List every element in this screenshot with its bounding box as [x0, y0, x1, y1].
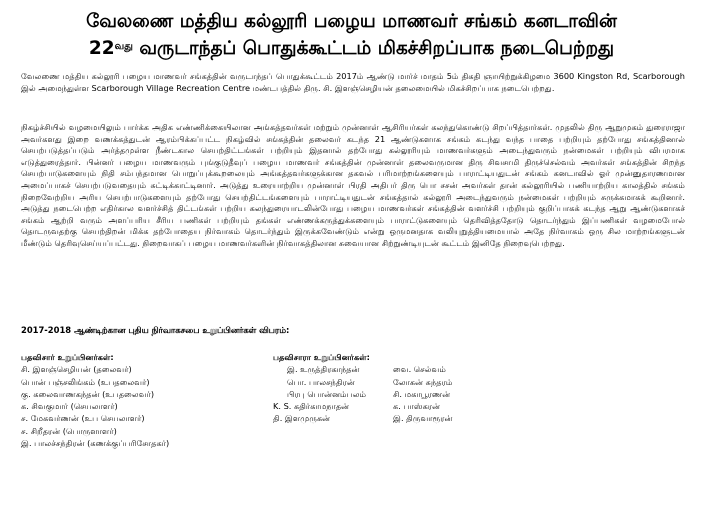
headline-line-1: வேலணை மத்திய கல்லூரி பழைய மாணவர் சங்கம் கனடாவின்	[86, 11, 617, 32]
non-office-column-1	[273, 351, 370, 425]
office-bearer-item: சி. இளஞ்செழியன் (தலைவர்)	[21, 364, 132, 375]
non-office-member: பிரபு பொன்னம்பலம்	[287, 388, 367, 399]
non-office-member: வை. செல்வம்	[393, 364, 446, 375]
non-office-member: இ. திருவாரூரன்	[393, 413, 453, 424]
ordinal-number: 22	[88, 38, 115, 59]
non-office-member: சி. மகாபூரணன்	[393, 388, 451, 399]
non-office-member: பொ. பாலசந்திரன்	[287, 376, 355, 387]
non-office-member: இ. உருத்திரகாந்தன்	[287, 364, 360, 375]
committee-heading: 2017-2018 ஆண்டிற்கான புதிய நிர்வாகசபை உறுப்பினர்கள் விபரம்:	[21, 325, 290, 335]
spacer-row	[393, 351, 452, 363]
intro-paragraph: வேலணை மத்திய கல்லூரி பழைய மாணவர் சங்கத்தின் வருடாந்தப் பொதுக்கூட்டம் 2017ம் ஆண்டு மார்ச் மாதம் 5ம் திகதி ஞாயிற்றுக்கிழமை 3600 Kingston Rd, Scarborough இல் அமைந்துள்ள Scarborough Village Recreation Centre மண்டபத்தில் திரு. சி. இளஞ்செழியன் தலைமையில் மிகச்சிறப்பாக நடைபெற்றது.	[21, 71, 685, 93]
body-paragraph: நிகழ்ச்சியில் வழமையிலும் பார்க்க அதிக எண்ணிக்கையிலான அங்கத்தவர்கள் மற்றும் முன்னாள் ஆசிரியர்கள் கலந்துகொண்டு சிறப்பித்தார்கள். முதலில் திரு ஆறுமுகம் துரைராஜா அவர்களது இறை வணக்கத்துடன் ஆரம்பிக்கப்பட்ட நிகழ்வில் சங்கத்தின் தலைவர் கடந்த 21 ஆண்டுகளாக சங்கம் கடந்து வந்த பாதை பற்றியும் தற்போது சங்கத்தினால் செயற்படுத்தப்படும் அர்த்தமுள்ள நீண்டகால செயற்திட்டங்கள் பற்றியும் இதனால் தற்போது கல்லூரியும் மாணவர்களும் அடைந்துவரும் நன்மைகள் பற்றியும் விபரமாக எடுத்துரைத்தார். பின்னர் பழைய மாணவரும் புங்குடுதீவுப் பழைய மாணவர் சங்கத்தின் முன்னாள் தலைவருமான திரு சிவசாமி திருச்செல்வம் அவர்கள் சங்கத்தின் சிறந்த செயற்பாடுகளையும் நிதி சம்பந்தமான பொறுப்புக்கூறலையும் அங்கத்தவர்களுக்கான தகவல் பரிமாற்றங்களையும் பாராட்டியதுடன் சங்கம் கனடாவில் ஓர் முன்னுதாரணமான அமைப்பாகச் செயற்படுவதையும் சுட்டிக்காட்டினார். அடுத்து உரையாற்றிய முன்னாள் பிரதி அதிபர் திரு பொ சசன் அவர்கள் தான் கல்லூரியில் பணியாற்றிய காலத்தில் சங்கம் நிறைவேற்றிய அரிய செயற்பாடுகளையும் தற்போது செயற்திட்டங்களையும் பாராட்டியதுடன் சங்கத்தால் கல்லூரி அடைந்துவரும் நன்மைகள் பற்றியும் சுருக்கமாகக் கூறினார். அடுத்து நடைபெற்ற எதிர்கால வளர்ச்சித் திட்டங்கள் பற்றிய கலந்துரையாடலின்போது பழைய மாணவர்கள் சங்கத்தின் வளர்ச்சி பற்றியும் குறிப்பாகக் கடந்த ஆறு ஆண்டுகளாகச் சங்கம் ஆற்றி வரும் அளப்பரிய சீரிய பணிகள் பற்றியும் தங்கள் எண்ணக்கருத்துக்களையும் பாராட்டுகளையும் தெரிவித்ததோடு தொடர்ந்தும் இப்பணிகள் வழமைபோல் தொடருவதற்கு செயற்திறன் மிக்க தற்போதைய நிர்வாகம் தொடர்ந்தும் இருக்கவேண்டும் என்று ஒருமனதாக வலியுறுத்தியமையால் அதே நிர்வாகம் ஒரு சில மாற்றங்களுடன் மீண்டும் தெரிவுசெய்யப்பட்டது. நிறைவாகப் பழைய மாணவர்களின் நிர்வாகத்திலான சுவையான சிற்றுண்டியுடன் கூட்டம் இனிதே நிறைவுபெற்றது.	[21, 122, 685, 248]
non-office-member: K. S. கதிர்காமநாதன்	[273, 401, 350, 412]
office-bearer-item: க. சிவகுமார் (செயலாளர்)	[21, 401, 118, 412]
non-office-member: லோகன் சுந்தரம்	[393, 376, 453, 387]
non-office-member: க. பாஸ்கரன்	[393, 401, 441, 412]
office-bearer-item: பொன் பஞ்சலிங்கம் (உபதலைவர்)	[21, 376, 150, 387]
non-office-column-2	[393, 351, 452, 425]
office-bearer-item: இ. பாலச்சந்திரன் (கணக்குப்பரிசோதகர்)	[21, 438, 170, 449]
non-office-heading: பதவிசாரா உறுப்பினர்கள்:	[273, 352, 370, 362]
non-office-member: தி. இளமுருகன்	[273, 413, 331, 424]
office-bearer-item: ச. மேகவர்ணன் (உப செயலாளர்)	[21, 413, 145, 424]
office-bearer-item: கு. கலைவாணகந்தன் (உபதலைவர்)	[21, 388, 155, 399]
ordinal-suffix: வது	[114, 41, 133, 52]
headline-line-2-text: வருடாந்தப் பொதுக்கூட்டம் மிகச்சிறப்பாக நடைபெற்றது	[132, 38, 615, 59]
office-bearers-column	[21, 351, 169, 449]
headline-line-2	[10, 36, 693, 62]
office-bearers-heading: பதவிசார் உறுப்பினர்கள்:	[21, 352, 114, 362]
office-bearer-item: ச. சிறீதரன் (பொருளாளர்)	[21, 425, 117, 436]
